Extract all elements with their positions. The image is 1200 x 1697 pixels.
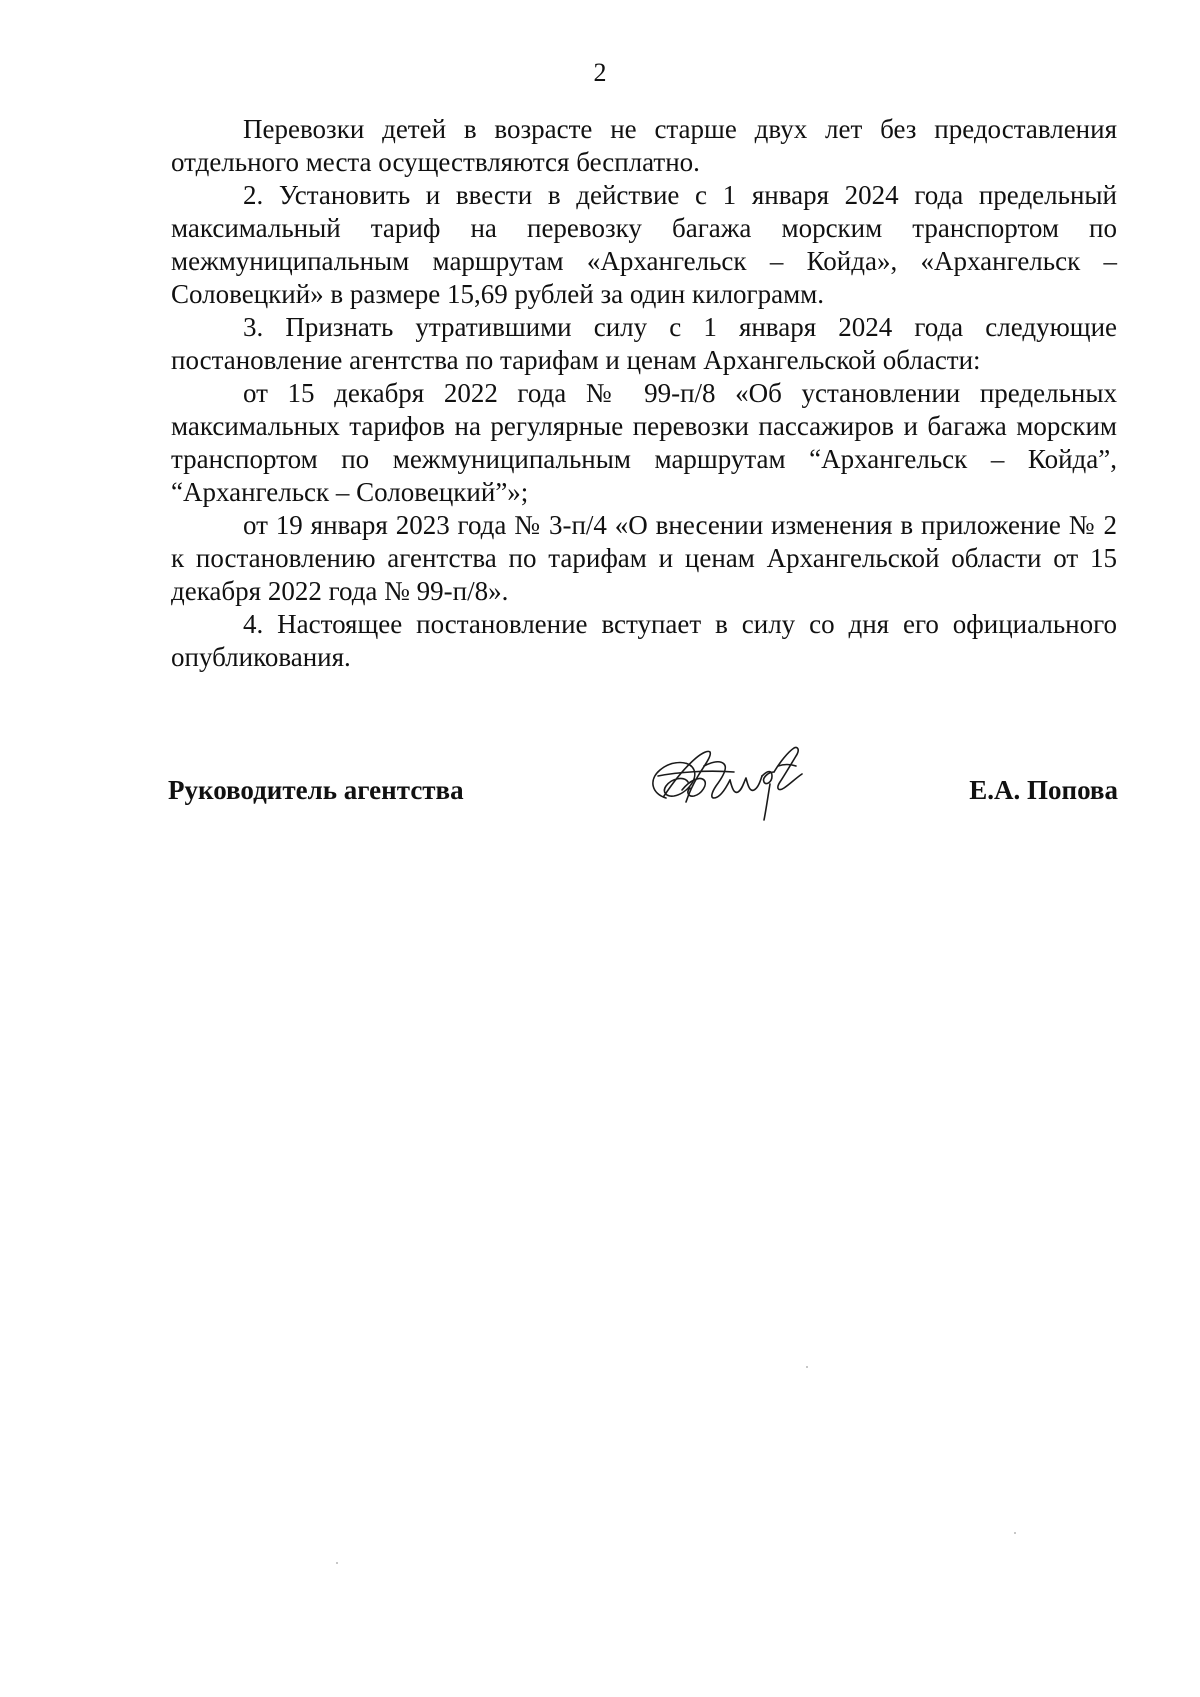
signer-name: Е.А. Попова [969,775,1118,805]
paragraph-free-child-transport: Перевозки детей в возрасте не старше двух лет без предоставления отдельного места осуществляются бесплатно. [171,114,1117,177]
scan-speck [336,1562,338,1564]
document-body [171,113,1117,674]
handwritten-signature-icon [638,736,823,826]
paragraph-invalidation: 3. Признать утратившими силу с 1 января 2024 года следующие постановление агентства по тарифам и ценам Архангельской области: [171,312,1117,375]
signature-block [168,736,1118,826]
signer-position-title: Руководитель агентства [168,775,464,805]
paragraph-resolution-99-p-8: от 15 декабря 2022 года № 99-п/8 «Об установлении предельных максимальных тарифов на регулярные перевозки пассажиров и багажа морским транспортом по межмуниципальным маршрутам “Архангельск – Койда”, “Архангельск – Соловецкий”»; [171,378,1117,507]
scan-speck [806,1366,808,1368]
page-number: 2 [593,58,607,87]
paragraph-resolution-3-p-4: от 19 января 2023 года № 3-п/4 «О внесении изменения в приложение № 2 к постановлению агентства по тарифам и ценам Архангельской области от 15 декабря 2022 года № 99-п/8». [171,510,1117,606]
paragraph-effective-date: 4. Настоящее постановление вступает в силу со дня его официального опубликования. [171,609,1117,672]
paragraph-baggage-tariff: 2. Установить и ввести в действие с 1 января 2024 года предельный максимальный тариф на перевозку багажа морским транспортом по межмуниципальным маршрутам «Архангельск – Койда», «Архангельск – Соловецкий» в размере 15,69 рублей за один килограмм. [171,180,1117,309]
scan-speck [1014,1532,1016,1534]
